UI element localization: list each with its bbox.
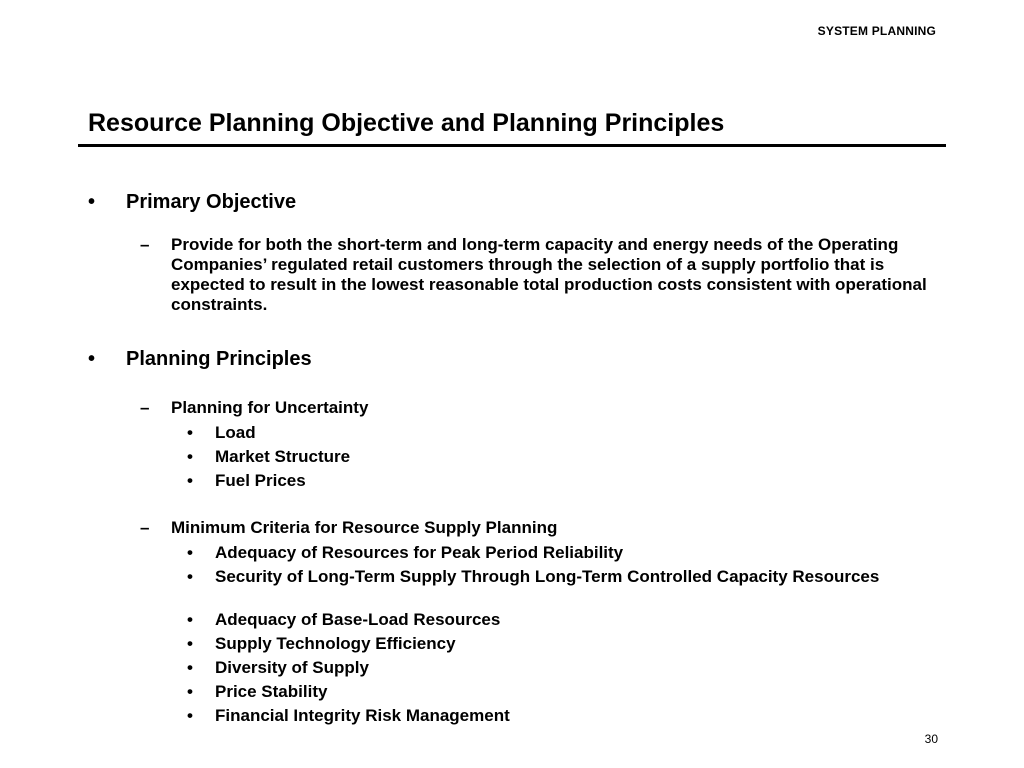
bullet-marker: • [187, 423, 193, 442]
bullet-marker: • [187, 634, 193, 653]
list-item-text: Price Stability [215, 682, 328, 701]
bullet-heading: Planning Principles [126, 348, 312, 370]
list-item-text: Financial Integrity Risk Management [215, 706, 510, 725]
list-item-text: Fuel Prices [215, 471, 306, 490]
bullet-marker: • [187, 543, 193, 562]
list-item-text: Diversity of Supply [215, 658, 369, 677]
dash-marker: – [140, 235, 150, 254]
section-label: SYSTEM PLANNING [817, 24, 936, 38]
list-item-text: Security of Long-Term Supply Through Long-Term Controlled Capacity Resources [215, 567, 880, 586]
list-item-text: Market Structure [215, 447, 351, 466]
dash-marker: – [140, 398, 150, 417]
sub-bullet-text: Provide for both the short-term and long-term capacity and energy needs of the Operating Companies’ regulated retail customers through the selection of a supply portfolio that is expected to result in the lowest reasonable total production costs consistent with operational constraints. [171, 235, 927, 314]
bullet-marker: • [187, 682, 193, 701]
list-item-text: Adequacy of Base-Load Resources [215, 610, 501, 629]
bullet-marker: • [88, 191, 96, 213]
sub-bullet-text: Planning for Uncertainty [171, 398, 369, 417]
bullet-marker: • [187, 706, 193, 725]
bullet-marker: • [187, 567, 193, 586]
sub-bullet-text: Minimum Criteria for Resource Supply Planning [171, 518, 558, 537]
bullet-marker: • [88, 348, 96, 370]
bullet-marker: • [187, 610, 193, 629]
list-item-text: Load [215, 423, 256, 442]
bullet-heading: Primary Objective [126, 191, 297, 213]
page-number: 30 [924, 732, 938, 746]
bullet-marker: • [187, 447, 193, 466]
bullet-marker: • [187, 658, 193, 677]
dash-marker: – [140, 518, 150, 537]
slide-title: Resource Planning Objective and Planning Principles [88, 109, 725, 137]
list-item-text: Adequacy of Resources for Peak Period Reliability [215, 543, 624, 562]
bullet-marker: • [187, 471, 193, 490]
list-item-text: Supply Technology Efficiency [215, 634, 456, 653]
